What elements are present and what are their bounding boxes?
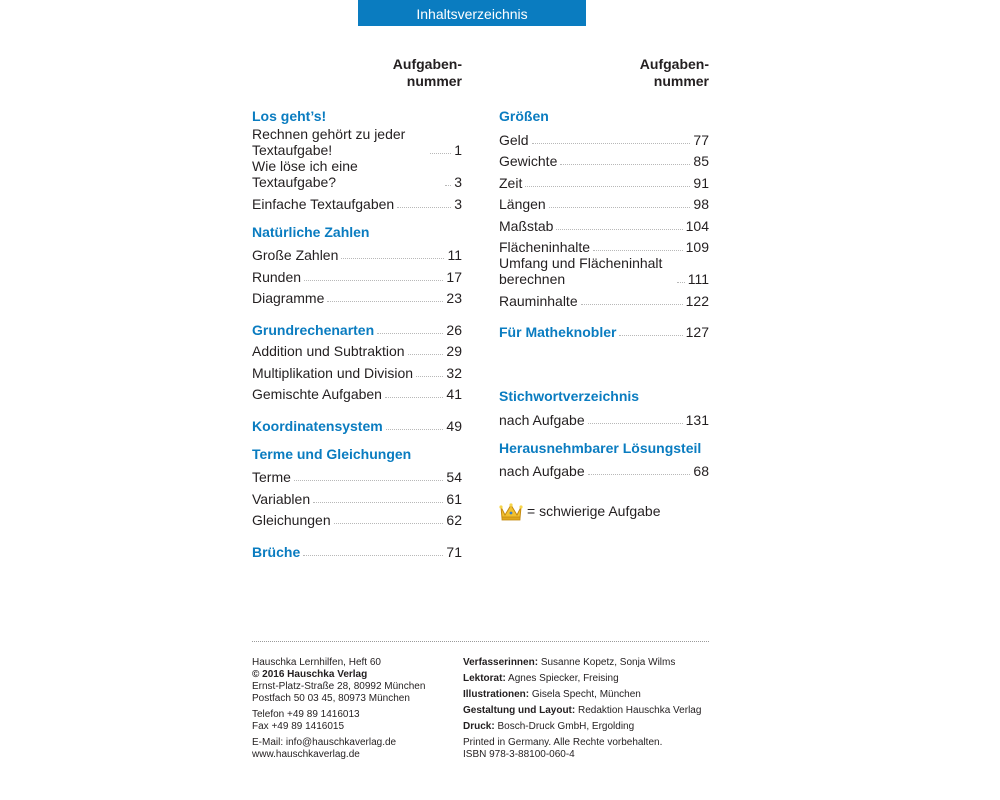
toc-entry-label: Brüche <box>252 543 301 560</box>
toc-entry-number: 71 <box>446 543 462 560</box>
toc-entry-number: 104 <box>685 217 709 234</box>
toc-entry[interactable] <box>252 242 462 264</box>
footer-credits <box>463 657 713 761</box>
toc-entry-label: Wie löse ich eine Textaufgabe? <box>252 158 358 190</box>
section-title-koordinatensystem[interactable] <box>252 412 462 434</box>
dot-leader <box>377 333 443 334</box>
credit-value: Bosch-Druck GmbH, Ergolding <box>497 721 635 732</box>
toc-entry-number: 61 <box>446 490 462 507</box>
dot-leader <box>619 335 682 336</box>
toc-entry-label: Längen <box>499 196 546 212</box>
toc-entry-label: Einfache Textaufgaben <box>252 195 395 212</box>
section-title-loesungsteil[interactable]: Herausnehmbarer Lösungsteil <box>499 439 702 456</box>
dot-leader <box>303 555 443 556</box>
fax-text: Fax +49 89 1416015 <box>252 721 345 732</box>
toc-entry-number: 11 <box>447 247 462 263</box>
toc-entry-label: Gleichungen <box>252 512 331 528</box>
toc-entry-label: Rechnen gehört zu jeder Textaufgabe! <box>252 126 406 158</box>
toc-entry[interactable] <box>252 381 462 403</box>
dot-leader <box>385 397 443 398</box>
toc-entry-label: Runden <box>252 268 302 285</box>
footer-publisher-info <box>252 657 452 761</box>
toc-entry-number: 3 <box>454 195 462 212</box>
toc-entry[interactable] <box>252 190 462 212</box>
toc-entry[interactable] <box>499 287 709 309</box>
dot-leader <box>560 164 690 165</box>
toc-entry-label: Gewichte <box>499 153 558 169</box>
section-title-brueche[interactable] <box>252 538 462 560</box>
header-tab: Inhaltsverzeichnis <box>358 0 586 26</box>
email-link[interactable]: E-Mail: info@hauschkaverlag.de <box>252 737 397 748</box>
credit-label: Illustrationen: <box>463 689 530 700</box>
dot-leader <box>294 480 444 481</box>
dot-leader <box>677 282 685 283</box>
toc-entry-label: Flächeninhalte <box>499 239 591 255</box>
dot-leader <box>588 423 683 424</box>
credit-value: Redaktion Hauschka Verlag <box>578 705 702 716</box>
dot-leader <box>549 207 691 208</box>
toc-entry-label: Grundrechenarten <box>252 321 375 338</box>
column-heading-line2: nummer <box>653 73 709 89</box>
toc-entry-number: 68 <box>693 463 709 479</box>
legend <box>499 501 709 521</box>
dot-leader <box>327 301 443 302</box>
credit-line <box>463 657 713 669</box>
copyright-text: © 2016 Hauschka Verlag <box>252 669 368 680</box>
toc-entry[interactable] <box>499 458 709 480</box>
toc-entry[interactable] <box>499 169 709 191</box>
dot-leader <box>556 229 682 230</box>
toc-entry-label: Maßstab <box>499 217 554 234</box>
toc-entry-number: 49 <box>446 417 462 434</box>
website-link[interactable]: www.hauschkaverlag.de <box>252 749 360 760</box>
toc-entry-number: 131 <box>685 411 709 428</box>
credit-line <box>463 705 713 717</box>
dot-leader <box>532 143 691 144</box>
toc-entry[interactable] <box>252 507 462 529</box>
section-title-groessen[interactable]: Größen <box>499 108 549 124</box>
toc-entry-label: Terme <box>252 469 291 485</box>
column-heading-line1: Aufgaben- <box>392 56 462 72</box>
toc-entry[interactable] <box>499 234 709 256</box>
series-text: Hauschka Lernhilfen, Heft 60 <box>252 657 381 668</box>
credit-label: Verfasserinnen: <box>463 657 539 668</box>
toc-entry-number: 23 <box>446 290 462 306</box>
toc-entry-number: 85 <box>693 153 709 169</box>
section-title-grundrechenarten[interactable] <box>252 316 462 338</box>
phone-text: Telefon +49 89 1416013 <box>252 709 360 720</box>
credit-value: Susanne Kopetz, Sonja Wilms <box>540 657 676 668</box>
toc-entry-number: 29 <box>446 343 462 359</box>
toc-entry[interactable] <box>499 148 709 170</box>
dot-leader <box>525 186 690 187</box>
toc-entry-number: 122 <box>685 292 709 309</box>
toc-entry[interactable] <box>499 406 709 428</box>
credit-value: Gisela Specht, München <box>531 689 641 700</box>
credit-line <box>463 673 713 685</box>
toc-entry[interactable] <box>252 485 462 507</box>
toc-entry-label: Rauminhalte <box>499 292 578 309</box>
toc-entry[interactable] <box>252 158 462 190</box>
dot-leader <box>416 376 443 377</box>
toc-entry[interactable] <box>252 359 462 381</box>
toc-entry-label: Koordinatensystem <box>252 417 383 434</box>
footer-divider <box>252 641 709 642</box>
section-title-natuerliche-zahlen[interactable]: Natürliche Zahlen <box>252 223 370 240</box>
dot-leader <box>408 354 444 355</box>
toc-entry-number: 91 <box>693 174 709 191</box>
toc-entry[interactable] <box>499 255 709 287</box>
section-title-stichwortverzeichnis[interactable]: Stichwortverzeichnis <box>499 388 640 404</box>
address-line: Ernst-Platz-Straße 28, 80992 München <box>252 681 426 692</box>
credit-label: Druck: <box>463 721 495 732</box>
dot-leader <box>334 523 444 524</box>
toc-entry-number: 77 <box>693 131 709 148</box>
credit-line <box>463 689 713 701</box>
toc-entry-label: nach Aufgabe <box>499 411 585 428</box>
toc-entry-number: 111 <box>687 271 709 287</box>
toc-entry-label: Multiplikation und Division <box>252 364 414 381</box>
rights-text: Printed in Germany. Alle Rechte vorbehalten. <box>463 737 663 748</box>
dot-leader <box>313 502 443 503</box>
dot-leader <box>581 304 683 305</box>
dot-leader <box>445 185 451 186</box>
credit-label: Lektorat: <box>463 673 506 684</box>
toc-entry-number: 32 <box>446 364 462 381</box>
toc-entry-number: 54 <box>446 469 462 485</box>
dot-leader <box>397 207 451 208</box>
credit-line <box>463 721 713 733</box>
toc-entry-label: Diagramme <box>252 290 325 306</box>
toc-entry-number: 127 <box>685 324 709 340</box>
credit-label: Gestaltung und Layout: <box>463 705 576 716</box>
dot-leader <box>386 429 444 430</box>
toc-left-column <box>252 56 462 560</box>
column-heading <box>252 56 462 90</box>
toc-entry[interactable] <box>252 263 462 285</box>
section-title-terme-und-gleichungen[interactable]: Terme und Gleichungen <box>252 445 412 462</box>
toc-entry-number: 98 <box>693 196 709 212</box>
toc-entry-label: Gemischte Aufgaben <box>252 386 382 402</box>
toc-entry-number: 62 <box>446 512 462 528</box>
toc-entry-label: nach Aufgabe <box>499 463 585 479</box>
toc-entry-number: 41 <box>446 386 462 402</box>
toc-entry[interactable] <box>252 464 462 486</box>
isbn-text: ISBN 978-3-88100-060-4 <box>463 749 575 760</box>
toc-entry-label: Große Zahlen <box>252 247 339 263</box>
dot-leader <box>588 474 691 475</box>
toc-entry-number: 109 <box>685 239 709 255</box>
toc-entry[interactable] <box>499 191 709 213</box>
toc-entry-label: Zeit <box>499 174 523 191</box>
toc-entry-number: 26 <box>446 321 462 338</box>
column-heading-line2: nummer <box>406 73 462 89</box>
toc-entry-number: 1 <box>454 142 462 158</box>
toc-entry-number: 17 <box>446 268 462 285</box>
dot-leader <box>304 280 443 281</box>
section-title-fuer-matheknobler[interactable] <box>499 319 709 341</box>
toc-entry[interactable] <box>499 126 709 148</box>
toc-entry-label: Umfang und Flächeninhalt berechnen <box>499 255 663 287</box>
dot-leader <box>341 258 444 259</box>
toc-entry[interactable] <box>252 338 462 360</box>
credit-value: Agnes Spiecker, Freising <box>508 673 619 684</box>
toc-entry-label: Für Matheknobler <box>499 324 617 340</box>
column-heading <box>499 56 709 90</box>
section-title-los[interactable]: Los geht’s! <box>252 108 327 124</box>
dot-leader <box>593 250 683 251</box>
toc-entry[interactable] <box>499 212 709 234</box>
toc-entry[interactable] <box>252 285 462 307</box>
address-line: Postfach 50 03 45, 80973 München <box>252 693 410 704</box>
toc-entry[interactable] <box>252 126 462 158</box>
spacer <box>499 340 709 380</box>
toc-entry-label: Geld <box>499 131 529 148</box>
crown-icon <box>499 501 523 521</box>
dot-leader <box>430 153 451 154</box>
toc-entry-label: Addition und Subtraktion <box>252 343 405 359</box>
toc-right-column <box>499 56 709 521</box>
column-heading-line1: Aufgaben- <box>639 56 709 72</box>
toc-entry-number: 3 <box>454 174 462 190</box>
legend-text: = schwierige Aufgabe <box>527 503 661 519</box>
toc-entry-label: Variablen <box>252 490 311 507</box>
